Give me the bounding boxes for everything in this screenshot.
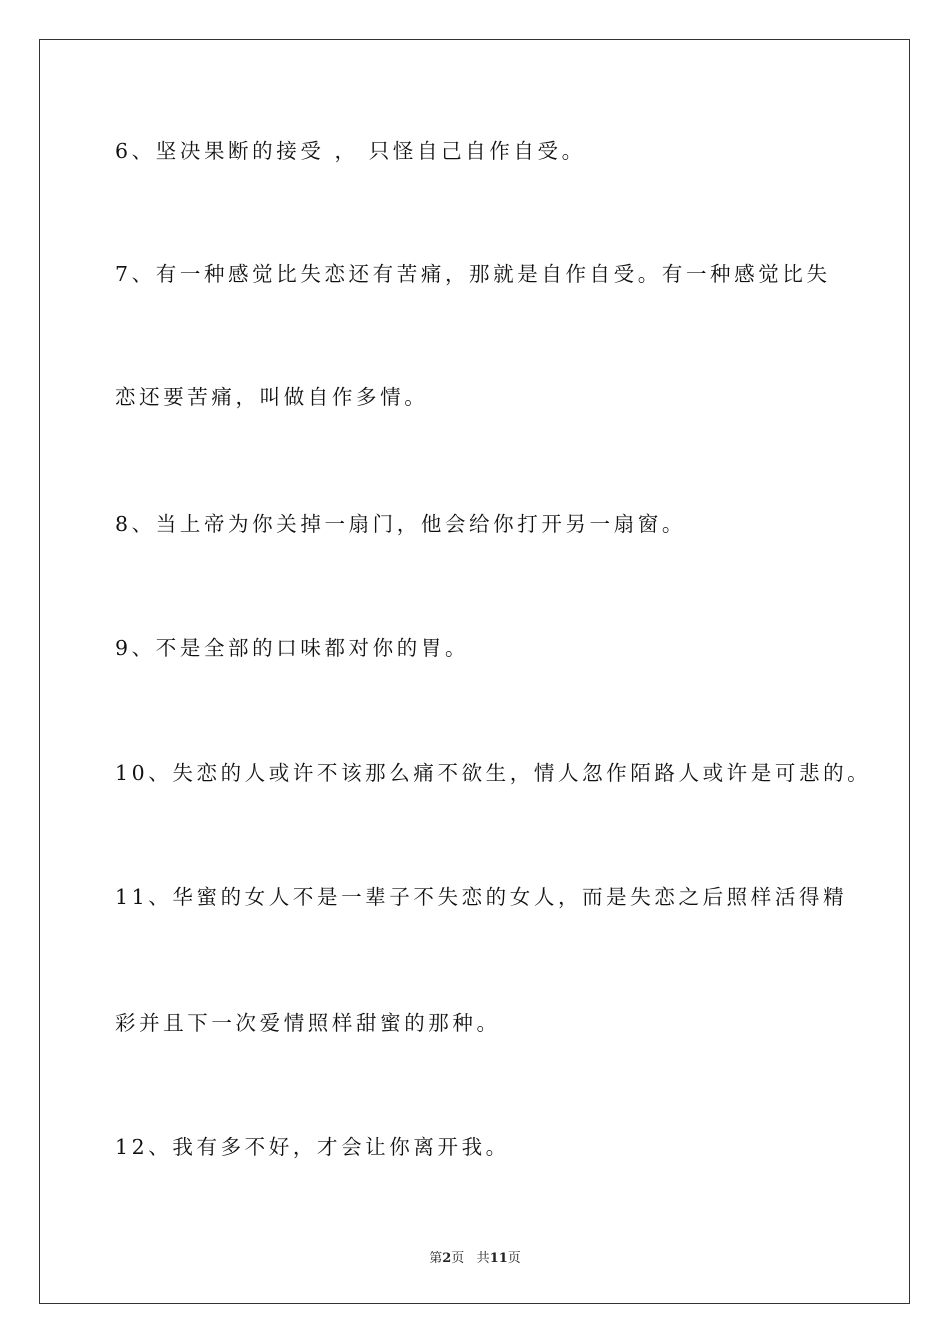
footer-total-suffix: 页 xyxy=(507,1251,521,1266)
page-border xyxy=(39,39,910,1304)
text-line-6: 6、坚决果断的接受 ， 只怪自己自作自受。 xyxy=(115,139,586,163)
text-line-12: 12、我有多不好，才会让你离开我。 xyxy=(115,1135,510,1159)
text-line-9: 9、不是全部的口味都对你的胃。 xyxy=(115,636,470,660)
footer-prefix: 第 xyxy=(429,1251,443,1266)
text-line-11b: 彩并且下一次爱情照样甜蜜的那种。 xyxy=(115,1011,501,1035)
footer-page-suffix: 页 xyxy=(451,1251,465,1266)
text-line-7b: 恋还要苦痛，叫做自作多情。 xyxy=(115,385,429,409)
text-line-8: 8、当上帝为你关掉一扇门，他会给你打开另一扇窗。 xyxy=(115,512,686,536)
text-line-10: 10、失恋的人或许不该那么痛不欲生，情人忽作陌路人或许是可悲的。 xyxy=(115,761,872,785)
footer-total-prefix: 共 xyxy=(476,1251,490,1266)
page-footer xyxy=(0,1247,950,1266)
current-page-number: 2 xyxy=(442,1251,452,1266)
total-page-count: 11 xyxy=(489,1251,508,1266)
text-line-11a: 11、华蜜的女人不是一辈子不失恋的女人，而是失恋之后照样活得精 xyxy=(115,885,848,909)
text-line-7a: 7、有一种感觉比失恋还有苦痛，那就是自作自受。有一种感觉比失 xyxy=(115,262,831,286)
